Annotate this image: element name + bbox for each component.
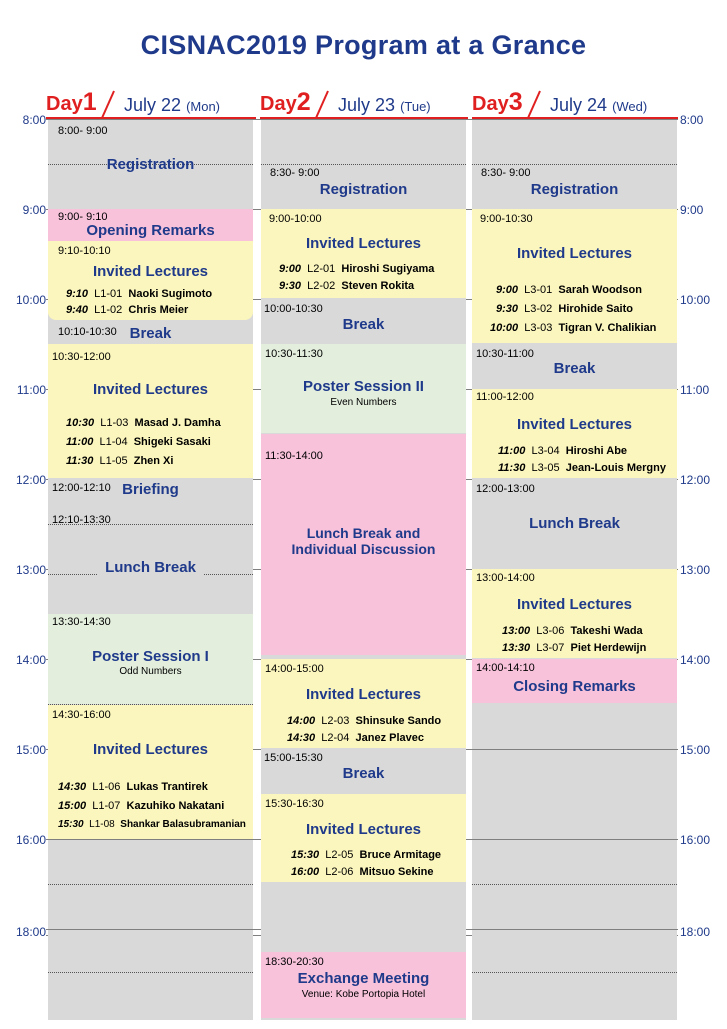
talk-entry: 11:00 L3-04 Hiroshi Abe <box>498 445 628 457</box>
session-title: Invited Lectures <box>516 416 633 433</box>
day2-date: July 23 (Tue) <box>338 95 431 115</box>
hour-label: 16:00 <box>15 833 46 847</box>
session-title: Invited Lectures <box>92 381 209 398</box>
session-title: Break <box>342 765 385 782</box>
hour-label: 11:00 <box>16 383 46 397</box>
hour-label: 16:00 <box>680 833 711 847</box>
closing-remarks-block <box>472 659 677 703</box>
session-title: Individual Discussion <box>291 541 436 557</box>
poster-session-block <box>261 344 466 433</box>
session-time: 9:00-10:30 <box>480 213 533 225</box>
talk-entry: 9:10 L1-01 Naoki Sugimoto <box>66 288 213 300</box>
talk-entry: 14:30 L1-06 Lukas Trantirek <box>58 781 208 793</box>
session-time: 9:00- 9:10 <box>58 211 108 223</box>
talk-entry: 9:30 L2-02 Steven Rokita <box>279 280 415 292</box>
talk-entry: 9:00 L3-01 Sarah Woodson <box>496 284 642 296</box>
talk-entry: 13:00 L3-06 Takeshi Wada <box>502 625 643 637</box>
session-title: Opening Remarks <box>86 222 215 239</box>
day1-label: Day1 <box>46 88 97 116</box>
talk-entry: 15:30 L1-08 Shankar Balasubramanian <box>58 819 246 830</box>
session-subtitle: Venue: Kobe Portopia Hotel <box>301 989 426 1000</box>
session-time: 8:30- 9:00 <box>481 167 531 179</box>
session-time: 8:30- 9:00 <box>270 167 320 179</box>
session-time: 13:30-14:30 <box>52 616 111 628</box>
session-title: Poster Session I <box>92 648 209 665</box>
session-time: 10:00-10:30 <box>264 303 323 315</box>
page-title: CISNAC2019 Program at a Grance <box>140 30 587 60</box>
session-title: Break <box>342 316 385 333</box>
session-time: 9:10-10:10 <box>58 245 111 257</box>
hour-label: 15:00 <box>15 743 46 757</box>
lecture-block <box>261 209 466 298</box>
lecture-block <box>48 241 253 320</box>
hour-label: 11:00 <box>680 383 710 397</box>
session-time: 14:00-15:00 <box>265 663 324 675</box>
lecture-block <box>48 705 253 839</box>
talk-entry: 9:00 L2-01 Hiroshi Sugiyama <box>279 263 435 275</box>
hour-label: 10:00 <box>680 293 711 307</box>
talk-entry: 10:00 L3-03 Tigran V. Chalikian <box>490 322 657 334</box>
poster-session-block <box>48 614 253 704</box>
lecture-block <box>261 794 466 882</box>
session-time: 15:00-15:30 <box>264 752 323 764</box>
talk-entry: 10:30 L1-03 Masad J. Damha <box>66 417 221 429</box>
lecture-block <box>472 209 677 343</box>
talk-entry: 14:30 L2-04 Janez Plavec <box>287 732 425 744</box>
hour-label: 13:00 <box>680 563 711 577</box>
talk-entry: 11:30 L1-05 Zhen Xi <box>66 455 174 467</box>
lecture-block <box>472 389 677 478</box>
session-time: 9:00-10:00 <box>269 213 322 225</box>
session-title: Invited Lectures <box>305 235 422 252</box>
session-time: 14:00-14:10 <box>476 662 535 674</box>
hour-label: 12:00 <box>15 473 46 487</box>
session-time: 13:00-14:00 <box>476 572 535 584</box>
lecture-block <box>48 344 253 478</box>
session-time: 11:00-12:00 <box>476 391 534 403</box>
session-title: Lunch Break <box>98 559 203 576</box>
session-time: 11:30-14:00 <box>265 450 323 462</box>
lecture-block <box>261 659 466 748</box>
hour-label: 9:00 <box>680 203 704 217</box>
talk-entry: 11:30 L3-05 Jean-Louis Mergny <box>498 462 666 474</box>
session-title: Registration <box>319 181 408 198</box>
session-title: Invited Lectures <box>305 821 422 838</box>
session-title: Lunch Break <box>529 515 620 532</box>
lunch-break-block <box>261 434 466 655</box>
hour-label: 10:00 <box>15 293 46 307</box>
session-title: Invited Lectures <box>92 263 209 280</box>
session-subtitle: Odd Numbers <box>119 666 182 677</box>
session-title: Briefing <box>122 481 179 498</box>
session-title: Invited Lectures <box>516 245 633 262</box>
session-subtitle: Even Numbers <box>330 397 397 408</box>
talk-entry: 9:30 L3-02 Hirohide Saito <box>496 303 633 315</box>
talk-entry: 14:00 L2-03 Shinsuke Sando <box>287 715 442 727</box>
session-time: 12:10-13:30 <box>52 514 111 526</box>
talk-entry: 15:30 L2-05 Bruce Armitage <box>291 849 442 861</box>
session-title: Registration <box>530 181 619 198</box>
session-time: 12:00-13:00 <box>476 483 535 495</box>
session-title: Break <box>553 360 596 377</box>
day2-label: Day2 <box>260 88 311 116</box>
hour-label: 18:00 <box>15 925 46 939</box>
session-title: Lunch Break and <box>306 525 421 541</box>
hour-label: 18:00 <box>680 925 711 939</box>
session-time: 12:00-12:10 <box>52 482 111 494</box>
session-title: Poster Session II <box>303 378 424 395</box>
hour-label: 14:00 <box>15 653 46 667</box>
talk-entry: 16:00 L2-06 Mitsuo Sekine <box>291 866 434 878</box>
talk-entry: 13:30 L3-07 Piet Herdewijn <box>502 642 647 654</box>
day3-label: Day3 <box>472 88 523 116</box>
session-title: Registration <box>106 156 195 173</box>
talk-entry: 15:00 L1-07 Kazuhiko Nakatani <box>58 800 225 812</box>
hour-label: 8:00 <box>680 113 704 127</box>
lecture-block <box>472 569 677 658</box>
session-title: Invited Lectures <box>92 741 209 758</box>
talk-entry: 11:00 L1-04 Shigeki Sasaki <box>66 436 211 448</box>
session-title: Exchange Meeting <box>297 970 430 987</box>
session-time: 8:00- 9:00 <box>58 125 108 137</box>
hour-label: 13:00 <box>15 563 46 577</box>
opening-remarks-block <box>48 209 253 241</box>
session-time: 18:30-20:30 <box>265 956 324 968</box>
day1-date: July 22 (Mon) <box>124 95 221 115</box>
session-time: 10:30-11:00 <box>476 348 534 360</box>
session-title: Invited Lectures <box>516 596 633 613</box>
session-time: 14:30-16:00 <box>52 709 111 721</box>
hour-label: 12:00 <box>680 473 711 487</box>
session-time: 15:30-16:30 <box>265 798 324 810</box>
hour-label: 9:00 <box>22 203 46 217</box>
session-time: 10:10-10:30 <box>58 326 117 338</box>
day3-date: July 24 (Wed) <box>550 95 648 115</box>
session-title: Invited Lectures <box>305 686 422 703</box>
session-title: Break <box>129 325 172 342</box>
hour-label: 8:00 <box>22 113 46 127</box>
talk-entry: 9:40 L1-02 Chris Meier <box>66 304 189 316</box>
hour-label: 15:00 <box>680 743 711 757</box>
hour-label: 14:00 <box>680 653 711 667</box>
session-time: 10:30-12:00 <box>52 351 111 363</box>
exchange-meeting-block <box>261 952 466 1018</box>
session-time: 10:30-11:30 <box>265 348 323 360</box>
session-title: Closing Remarks <box>513 678 636 695</box>
